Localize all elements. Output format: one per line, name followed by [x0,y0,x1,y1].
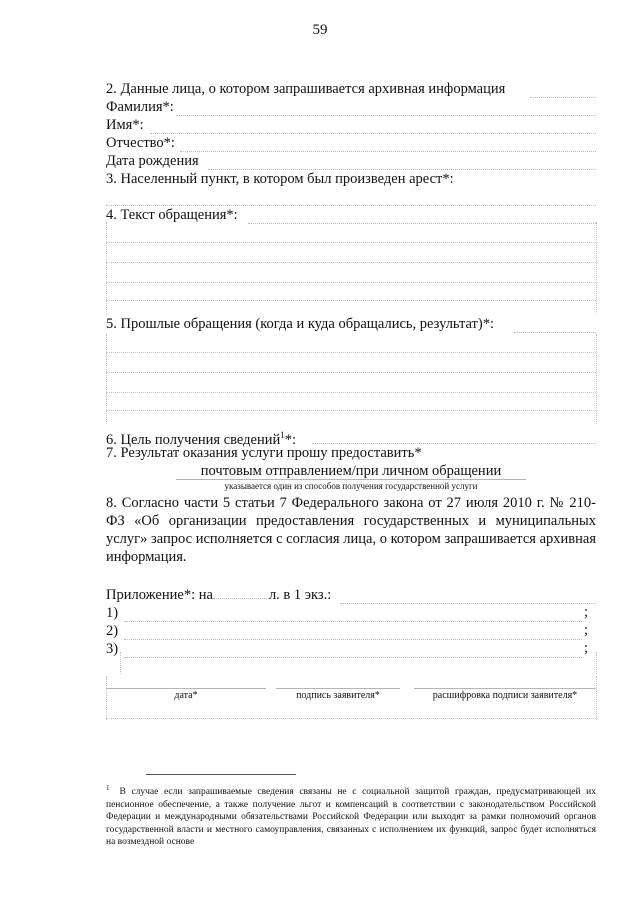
footnote-mark: 1 [106,784,110,792]
footnote [106,782,596,849]
signature-box-right [596,676,597,720]
appeal-text-line-1[interactable] [248,223,596,224]
previous-appeals-line-2[interactable] [106,352,596,353]
delivery-method-value[interactable]: почтовым отправлением/при личном обращении [200,463,502,479]
footnote-separator [146,774,296,775]
date-label: дата* [174,690,198,701]
attachments-label-line [340,603,596,604]
footnote-ref: 1 [280,430,285,440]
signature-field[interactable] [276,688,400,689]
appeal-box-right [596,222,597,314]
attachments-label-end: л. в 1 экз.: [268,587,332,603]
section-2-title: 2. Данные лица, о котором запрашивается архивная информация [106,81,506,97]
attachments-sheet-count-field[interactable] [213,598,269,599]
signature-box-left [106,676,107,720]
surname-field[interactable] [176,115,596,116]
section-7-title: 7. Результат оказания услуги прошу предоставить* [106,445,422,461]
attachments-box-left [120,652,121,674]
delivery-method-hint: указывается один из способов получения государственной услуги [224,481,478,491]
patronymic-field[interactable] [180,151,596,152]
page-number: 59 [312,22,328,38]
attachment-item-1-field[interactable] [124,621,582,622]
appeal-box-left [106,222,107,314]
attachments-label [106,586,331,604]
section-4-title: 4. Текст обращения*: [106,207,238,223]
birthdate-label: Дата рождения [106,153,199,169]
attachments-label-start: Приложение*: на [106,587,213,603]
delivery-method-underline [176,479,526,480]
previous-appeals-line-5[interactable] [106,410,596,411]
previous-appeals-box-right [596,334,597,424]
name-field[interactable] [150,133,596,134]
attachment-item-2-end: ; [584,622,589,638]
section-3-title: 3. Населенный пункт, в котором был произведен арест*: [106,171,454,187]
attachment-item-2: 2) [106,623,119,639]
signature-decoding-label: расшифровка подписи заявителя* [432,690,578,701]
section-8-consent-text: 8. Согласно части 5 статьи 7 Федерального закона от 27 июля 2010 г. № 210-ФЗ «Об организации предоставления государственных и муниципальных услуг» запрос исполняется с согласия лица, о котором запрашивается архивная информация. [106,495,596,565]
attachments-box-right [596,652,597,674]
signature-bottom-line [106,718,596,719]
appeal-text-line-3[interactable] [106,262,596,263]
attachment-item-3-end: ; [584,640,589,656]
surname-label: Фамилия*: [106,99,174,115]
previous-appeals-line-4[interactable] [106,392,596,393]
attachment-item-1-end: ; [584,604,589,620]
signature-label: подпись заявителя* [296,690,380,701]
appeal-text-line-2[interactable] [106,242,596,243]
section-2-extra-line [530,97,596,98]
attachment-item-2-field[interactable] [124,639,582,640]
previous-appeals-line-1[interactable] [514,332,596,333]
attachment-item-1: 1) [106,605,119,621]
previous-appeals-box-left [106,334,107,424]
attachment-item-3: 3) [106,641,119,657]
date-field[interactable] [106,688,266,689]
section-5-title: 5. Прошлые обращения (когда и куда обращались, результат)*: [106,316,495,332]
previous-appeals-line-3[interactable] [106,372,596,373]
section-6-label: 6. Цель получения сведений [106,431,281,448]
footnote-text: В случае если запрашиваемые сведения связаны не с социальной защитой граждан, предусматривающей их пенсионное обеспечение, а также получение льгот и компенсаций в соответствии с законодательством Российской Федерации и международными обязательствами Российской Федерации или выходят за рамки полномочий органов государственной власти и местного самоуправления, связанных с исполнением их функций, запрос будет исполняться на возмездной основе [106,787,596,848]
section-6-suffix: *: [284,431,297,448]
patronymic-label: Отчество*: [106,135,175,151]
appeal-text-line-4[interactable] [106,282,596,283]
name-label: Имя*: [106,117,144,133]
signature-decoding-field[interactable] [414,688,596,689]
attachment-item-3-field[interactable] [124,657,582,658]
appeal-text-line-5[interactable] [106,300,596,301]
